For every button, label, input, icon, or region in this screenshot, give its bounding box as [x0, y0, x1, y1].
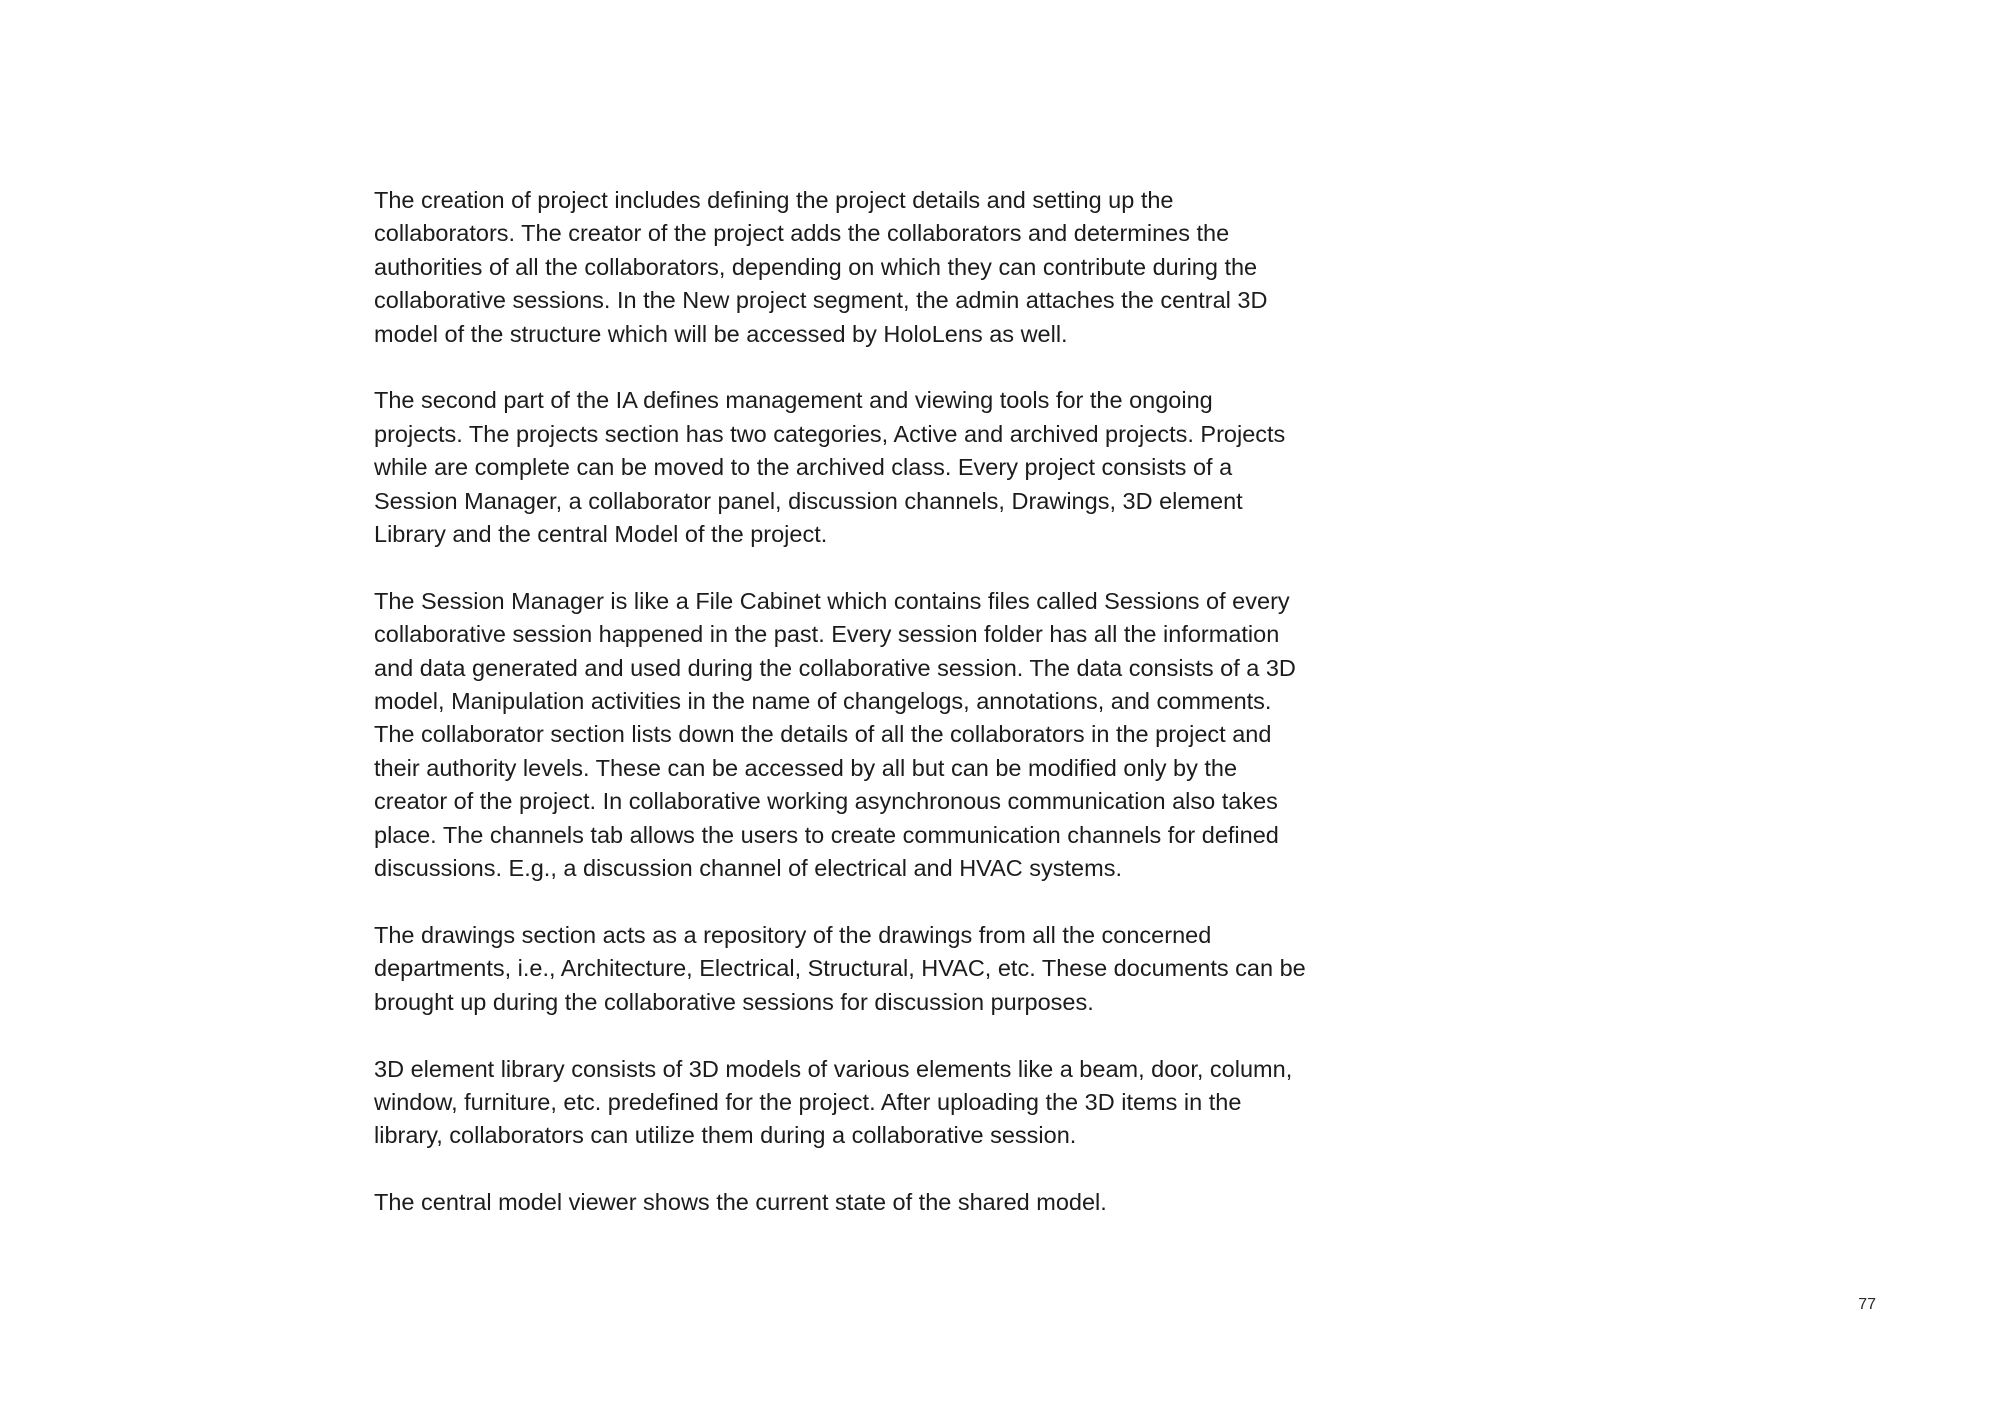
body-text [374, 184, 1374, 1253]
text-line: model of the structure which will be accessed by HoloLens as well. [374, 320, 1068, 347]
text-line: collaborative sessions. In the New project segment, the admin attaches the central 3D [374, 287, 1268, 314]
text-line: collaborators. The creator of the project adds the collaborators and determines the [374, 220, 1230, 247]
text-line: The central model viewer shows the current state of the shared model. [374, 1189, 1107, 1216]
paragraph-ia-management [374, 384, 1374, 551]
text-line: model, Manipulation activities in the name of changelogs, annotations, and comments. [374, 688, 1272, 715]
text-line: and data generated and used during the collaborative session. The data consists of a 3D [374, 654, 1296, 681]
text-line: while are complete can be moved to the archived class. Every project consists of a [374, 454, 1233, 481]
paragraph-project-creation [374, 184, 1374, 351]
text-line: The second part of the IA defines management and viewing tools for the ongoing [374, 387, 1213, 414]
text-line: 3D element library consists of 3D models of various elements like a beam, door, column, [374, 1055, 1293, 1082]
text-line: window, furniture, etc. predefined for the project. After uploading the 3D items in the [374, 1088, 1242, 1115]
text-line: library, collaborators can utilize them during a collaborative session. [374, 1122, 1077, 1149]
text-line: The collaborator section lists down the details of all the collaborators in the project and [374, 721, 1272, 748]
paragraph-session-manager [374, 585, 1374, 886]
text-line: discussions. E.g., a discussion channel of electrical and HVAC systems. [374, 855, 1122, 882]
text-line: creator of the project. In collaborative working asynchronous communication also takes [374, 788, 1278, 815]
text-line: projects. The projects section has two categories, Active and archived projects. Projects [374, 420, 1286, 447]
text-line: their authority levels. These can be accessed by all but can be modified only by the [374, 754, 1238, 781]
text-line: The Session Manager is like a File Cabinet which contains files called Sessions of every [374, 587, 1290, 614]
text-line: authorities of all the collaborators, depending on which they can contribute during the [374, 253, 1258, 280]
text-line: collaborative session happened in the past. Every session folder has all the information [374, 621, 1280, 648]
text-line: Library and the central Model of the project. [374, 521, 828, 548]
text-line: place. The channels tab allows the users to create communication channels for defined [374, 821, 1279, 848]
paragraph-drawings [374, 919, 1374, 1019]
text-line: Session Manager, a collaborator panel, discussion channels, Drawings, 3D element [374, 487, 1243, 514]
text-line: The creation of project includes defining the project details and setting up the [374, 187, 1174, 213]
text-line: brought up during the collaborative sessions for discussion purposes. [374, 988, 1094, 1015]
text-line: The drawings section acts as a repository of the drawings from all the concerned [374, 921, 1212, 948]
page-number: 77 [1858, 1296, 1876, 1313]
text-line: departments, i.e., Architecture, Electrical, Structural, HVAC, etc. These documents can be [374, 955, 1306, 982]
paragraph-element-library [374, 1053, 1374, 1153]
paragraph-model-viewer [374, 1186, 1374, 1219]
